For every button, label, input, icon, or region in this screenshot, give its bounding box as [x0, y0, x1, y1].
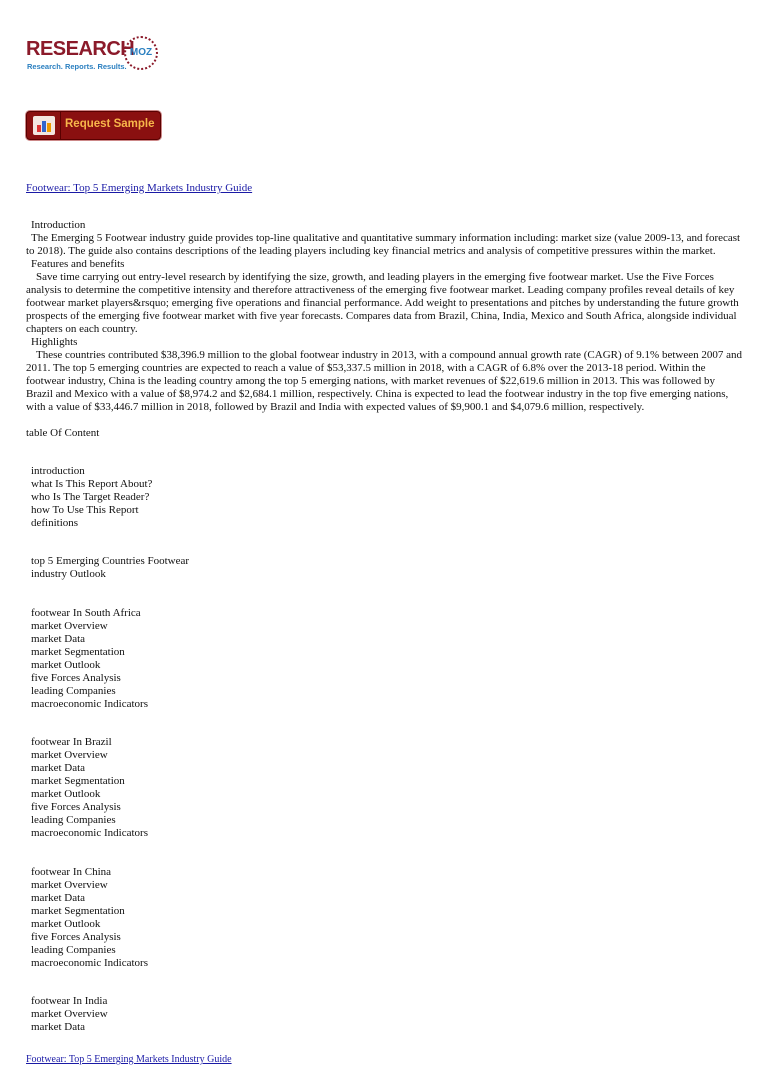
logo-badge: MOZ: [124, 36, 158, 70]
toc-group: [31, 607, 148, 711]
toc-item: who Is The Target Reader?: [31, 491, 150, 503]
toc-item: market Data: [31, 633, 86, 645]
toc-item: introduction: [31, 465, 85, 477]
toc-group: [31, 995, 108, 1034]
researchmoz-logo: [26, 36, 161, 76]
toc-group: [31, 736, 148, 840]
report-description: [26, 219, 742, 440]
request-sample-button[interactable]: [26, 111, 161, 140]
toc-item: leading Companies: [31, 814, 116, 826]
section-heading: Introduction: [31, 219, 86, 231]
toc-item: five Forces Analysis: [31, 801, 121, 813]
logo-text: RESEARCH: [26, 38, 135, 60]
toc-item: leading Companies: [31, 685, 116, 697]
toc-item: market Overview: [31, 620, 108, 632]
toc-item: five Forces Analysis: [31, 672, 121, 684]
toc-item: market Segmentation: [31, 775, 125, 787]
toc-item: market Segmentation: [31, 646, 125, 658]
toc-item: five Forces Analysis: [31, 931, 121, 943]
toc-heading: table Of Content: [26, 427, 100, 439]
logo-tagline: Research. Reports. Results.: [27, 62, 127, 71]
toc-item: footwear In South Africa: [31, 607, 141, 619]
footer-link[interactable]: Footwear: Top 5 Emerging Markets Industry Guide: [26, 1054, 232, 1065]
request-sample-label: Request Sample: [65, 118, 155, 130]
toc-item: market Data: [31, 892, 86, 904]
toc-group: [31, 465, 152, 530]
toc-item: footwear In India: [31, 995, 108, 1007]
report-title-link[interactable]: Footwear: Top 5 Emerging Markets Industry Guide: [26, 182, 253, 194]
toc-item: market Outlook: [31, 788, 101, 800]
section-text: These countries contributed $38,396.9 million to the global footwear industry in 2013, with a compound annual growth rate (CAGR) of 9.1% between 2007 and 2011. The top 5 emerging countries are expected to reach a value of $53,337.5 million in 2018, with a CAGR of 6.8% over the 2013-18 period. Within the footwear industry, China is the leading country among the top 5 emerging nations, with market revenues of $22,619.6 million in 2013. This was followed by Brazil and Mexico with a value of $8,974.2 and $2,684.1 million, respectively. China is expected to lead the footwear industry in the top five emerging nations, with a value of $33,446.7 million in 2018, followed by Brazil and India with expected values of $9,900.1 and $4,079.6 million, respectively.: [26, 349, 742, 413]
toc-item: top 5 Emerging Countries Footwear: [31, 555, 190, 567]
toc-item: macroeconomic Indicators: [31, 698, 148, 710]
toc-item: what Is This Report About?: [31, 478, 153, 490]
toc-item: industry Outlook: [31, 568, 106, 580]
toc-item: leading Companies: [31, 944, 116, 956]
toc-item: definitions: [31, 517, 79, 529]
section-text: Save time carrying out entry-level research by identifying the size, growth, and leading players in the emerging five footwear market. Use the Five Forces analysis to determine the competitive intensity and therefore attractiveness of the emerging five footwear market. Leading company profiles reveal details of key footwear market players&rsquo; emerging five operations and financial performance. Add weight to presentations and pitches by understanding the future growth prospects of the emerging five footwear market with five year forecasts. Compares data from Brazil, China, India, Mexico and South Africa, alongside individual chapters on each country.: [26, 271, 739, 335]
section-heading: Highlights: [31, 336, 78, 348]
toc-item: market Overview: [31, 879, 108, 891]
section-heading: Features and benefits: [31, 258, 125, 270]
report-chart-icon: [33, 116, 55, 135]
toc-item: market Overview: [31, 749, 108, 761]
toc-item: footwear In China: [31, 866, 112, 878]
toc-item: market Outlook: [31, 659, 101, 671]
toc-group: [31, 866, 148, 970]
toc-item: market Outlook: [31, 918, 101, 930]
toc-item: market Data: [31, 1021, 86, 1033]
toc-item: market Data: [31, 762, 86, 774]
toc-item: market Segmentation: [31, 905, 125, 917]
toc-item: macroeconomic Indicators: [31, 827, 148, 839]
toc-group: [31, 555, 189, 581]
toc-item: macroeconomic Indicators: [31, 957, 148, 969]
section-text: The Emerging 5 Footwear industry guide provides top-line qualitative and quantitative summary information including: market size (value 2009-13, and forecast to 2018). The guide also contains descriptions of the leading players including key financial metrics and analysis of competitive pressures within the market.: [26, 232, 741, 257]
toc-item: market Overview: [31, 1008, 108, 1020]
toc-item: footwear In Brazil: [31, 736, 112, 748]
toc-item: how To Use This Report: [31, 504, 139, 516]
